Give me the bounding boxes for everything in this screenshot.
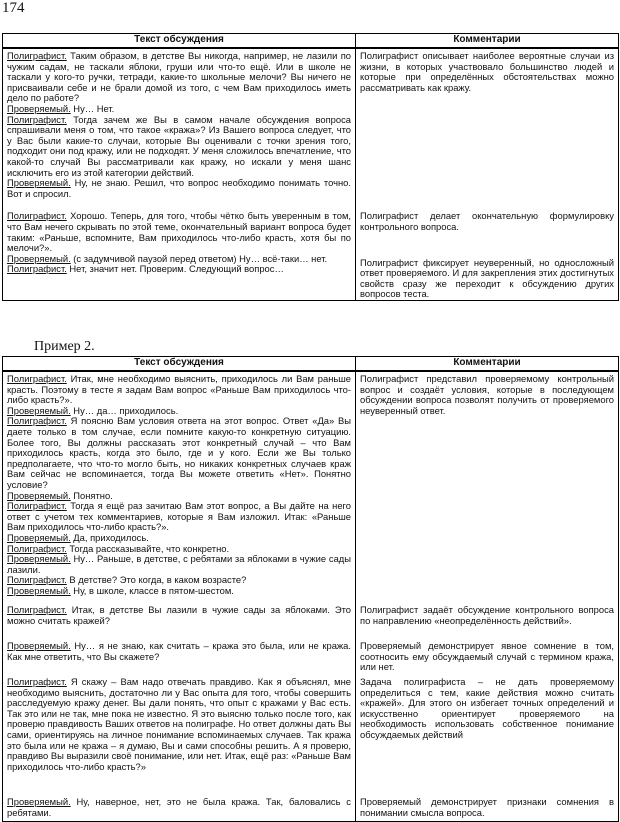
speaker-label: Полиграфист. [7,415,67,427]
table-row [3,795,619,821]
dialogue-text: Ну, не знаю. Решил, что вопрос необходимо понимать точно. Вот и спросил. [7,177,351,199]
table-row [3,639,619,675]
dialogue-text: Тогда зачем же Вы в самом начале обсуждения вопроса спрашивали меня о том, что такое «кража»? Из Вашего вопроса следует, что у Вас были какие-то случаи, которые Вы оценивали с точки зрения того, подходит они под кражу, или не подходят. У меня сложилось впечатление, что какой-то случай Вы рассматривали как кражу, но искали у меня шанс исключить его из этой категории действий. [7,113,351,178]
example-label: Пример 2. [34,339,95,354]
dialogue-text: Нет, значит нет. Проверим. Следующий вопрос… [66,263,284,275]
comment-text: Полиграфист фиксирует неуверенный, но односложный ответ проверяемого. И для закрепления этих достигнутых свойств сразу же переходит к обсуждению других вопросов теста. [360,256,614,300]
discussion-table-2 [2,356,619,822]
comment-text: Проверяемый демонстрирует явное сомнение в том, соотносить ему обсуждаемый случай с термином кража, или нет. [360,640,614,673]
table-row [3,603,619,639]
dialogue-text: В детстве? Это когда, в каком возрасте? [66,574,247,586]
speaker-label: Полиграфист. [7,676,67,687]
dialogue-text: Я скажу – Вам надо отвечать правдиво. Как я объяснял, мне необходимо выяснить, достаточно ли у Вас опыта для того, чтобы совершить расследуемую кражу денег. Вы дали понять, что опыт с кражами у Вас есть. Так это или не так, мне пока не известно. Я это выясню только после того, как проверю правдивость Ваших ответов на полиграфе. Но ответ должны дать Вы сами, ориентируясь на личное понимание вспоминаемых случаев. Так кража это была или не кража – я думаю, Вы и сами способны решить. А я проверю, правдиво Вы выразили своё понимание, или нет. Итак, ещё раз: «Раньше Вам приходилось что-либо красть?» [7,676,352,772]
dialogue-text: Итак, в детстве Вы лазили в чужие сады за яблоками. Это можно считать кражей? [7,604,351,626]
speaker-label: Полиграфист. [7,263,67,275]
comment-cell [356,795,619,821]
dialogue-text: Таким образом, в детстве Вы никогда, например, не лазили по чужим садам, не таскали яблоки, груши или что-то ещё. Или в школе не таскали у кого-то ручки, тетради, какие-то школьные мелочи? Вы ничего не присваивали себе и не брали домой из того, с чем Вам приходилось иметь дело по работе? [7,50,351,104]
comment-cell [356,48,619,199]
dialogue-text: Да, приходилось. [70,531,149,543]
discussion-cell [3,675,356,795]
discussion-cell [3,795,356,821]
speaker-label: Проверяемый. [7,640,71,651]
header-discussion: Текст обсуждения [3,34,356,49]
comment-text: Задача полиграфиста – не дать проверяемому определиться с тем, какие действия можно считать «кражей». Для этого он избегает точных определений и искусственно ориентирует проверяемого на необходимость использовать собственное понимание обсуждаемых действий [360,676,614,740]
speaker-label: Проверяемый. [7,177,71,189]
header-comments: Комментарии [356,357,619,372]
speaker-label: Полиграфист. [7,500,67,512]
speaker-label: Полиграфист. [7,210,67,222]
speaker-label: Проверяемый. [7,796,71,807]
header-discussion: Текст обсуждения [3,357,356,372]
speaker-label: Полиграфист. [7,113,67,125]
dialogue-text: Хорошо. Теперь, для того, чтобы чётко быть уверенным в том, что Вам нечего скрывать по этой теме, окончательный вариант вопроса будет таким: «Раньше, вспомните, Вам приходилось что-либо красть, хотя бы по мелочи?». [7,210,351,254]
table-row [3,371,619,603]
discussion-cell [3,199,356,300]
comment-text: Полиграфист задаёт обсуждение контрольного вопроса по направлению «неопределённость действий». [360,604,614,626]
discussion-table-1 [2,33,619,301]
dialogue-text: Ну… Нет. [70,102,115,114]
speaker-label: Проверяемый. [7,102,71,114]
dialogue-text: (с задумчивой паузой перед ответом) Ну… всё-таки… нет. [70,252,328,264]
dialogue-text: Ну… Раньше, в детстве, с ребятами за яблоками в чужие сады лазили. [7,553,351,575]
table-row [3,675,619,795]
speaker-label: Проверяемый. [7,489,71,501]
speaker-label: Полиграфист. [7,542,67,554]
speaker-label: Проверяемый. [7,404,71,416]
table-row [3,48,619,199]
dialogue-text: Тогда я ещё раз зачитаю Вам этот вопрос, а Вы дайте на него ответ с учетом тех комментариев, которые я Вам изложил. Итак: «Раньше Вам приходилось что-либо красть?». [7,500,351,533]
dialogue-text: Ну, в школе, классе в пятом-шестом. [70,584,234,596]
comment-cell [356,603,619,639]
comment-text: Полиграфист представил проверяемому контрольный вопрос и создаёт условия, которые в последующем обсуждении вопроса позволят получить от проверяемого неуверенный ответ. [360,373,614,416]
dialogue-text: Ну… я не знаю, как считать – кража это была, или не кража. Как мне ответить, что Вы скажете? [7,640,351,662]
header-comments: Комментарии [356,34,619,49]
discussion-cell [3,603,356,639]
comment-cell [356,371,619,603]
table-row [3,199,619,300]
comment-cell [356,639,619,675]
speaker-label: Проверяемый. [7,531,71,543]
discussion-cell [3,639,356,675]
dialogue-text: Понятно. [70,489,113,501]
comment-cell [356,675,619,795]
comment-text: Проверяемый демонстрирует признаки сомнения в понимании смысла вопроса. [360,796,614,818]
page-number: 174 [2,0,25,16]
dialogue-text: Ну… да… приходилось. [70,404,179,416]
dialogue-text: Я поясню Вам условия ответа на этот вопрос. Ответ «Да» Вы даете только в том случае, если помните какую-то конкретную ситуацию. Более того, Вы должны рассказать этот конкретный случай – что Вам приходилось красть, когда это было, где и у кого. Если же Вы только предполагаете, что что-то могло быть, но никаких конкретных случаев краж Вам сейчас не вспоминается, тогда Вы можете ответить «Нет». Понятно условие? [7,415,351,490]
speaker-label: Проверяемый. [7,553,71,565]
comment-text: Полиграфист делает окончательную формулировку контрольного вопроса. [360,210,614,232]
speaker-label: Проверяемый. [7,252,71,264]
dialogue-text: Итак, мне необходимо выяснить, приходилось ли Вам раньше красть. Поэтому в тесте я задам Вам вопрос «Раньше Вам приходилось что-либо красть?». [7,373,351,406]
discussion-cell [3,371,356,603]
speaker-label: Полиграфист. [7,50,67,61]
speaker-label: Проверяемый. [7,584,71,596]
speaker-label: Полиграфист. [7,373,67,384]
speaker-label: Полиграфист. [7,604,67,615]
speaker-label: Полиграфист. [7,574,67,586]
dialogue-text: Ну, наверное, нет, это не была кража. Так, баловались с ребятами. [7,796,351,818]
dialogue-text: Тогда рассказывайте, что конкретно. [66,542,230,554]
comment-cell [356,199,619,300]
discussion-cell [3,48,356,199]
comment-text: Полиграфист описывает наиболее вероятные случаи из жизни, в которых участвовало большинство людей и которые при определённых обстоятельствах можно рассматривать как кражу. [360,50,614,93]
